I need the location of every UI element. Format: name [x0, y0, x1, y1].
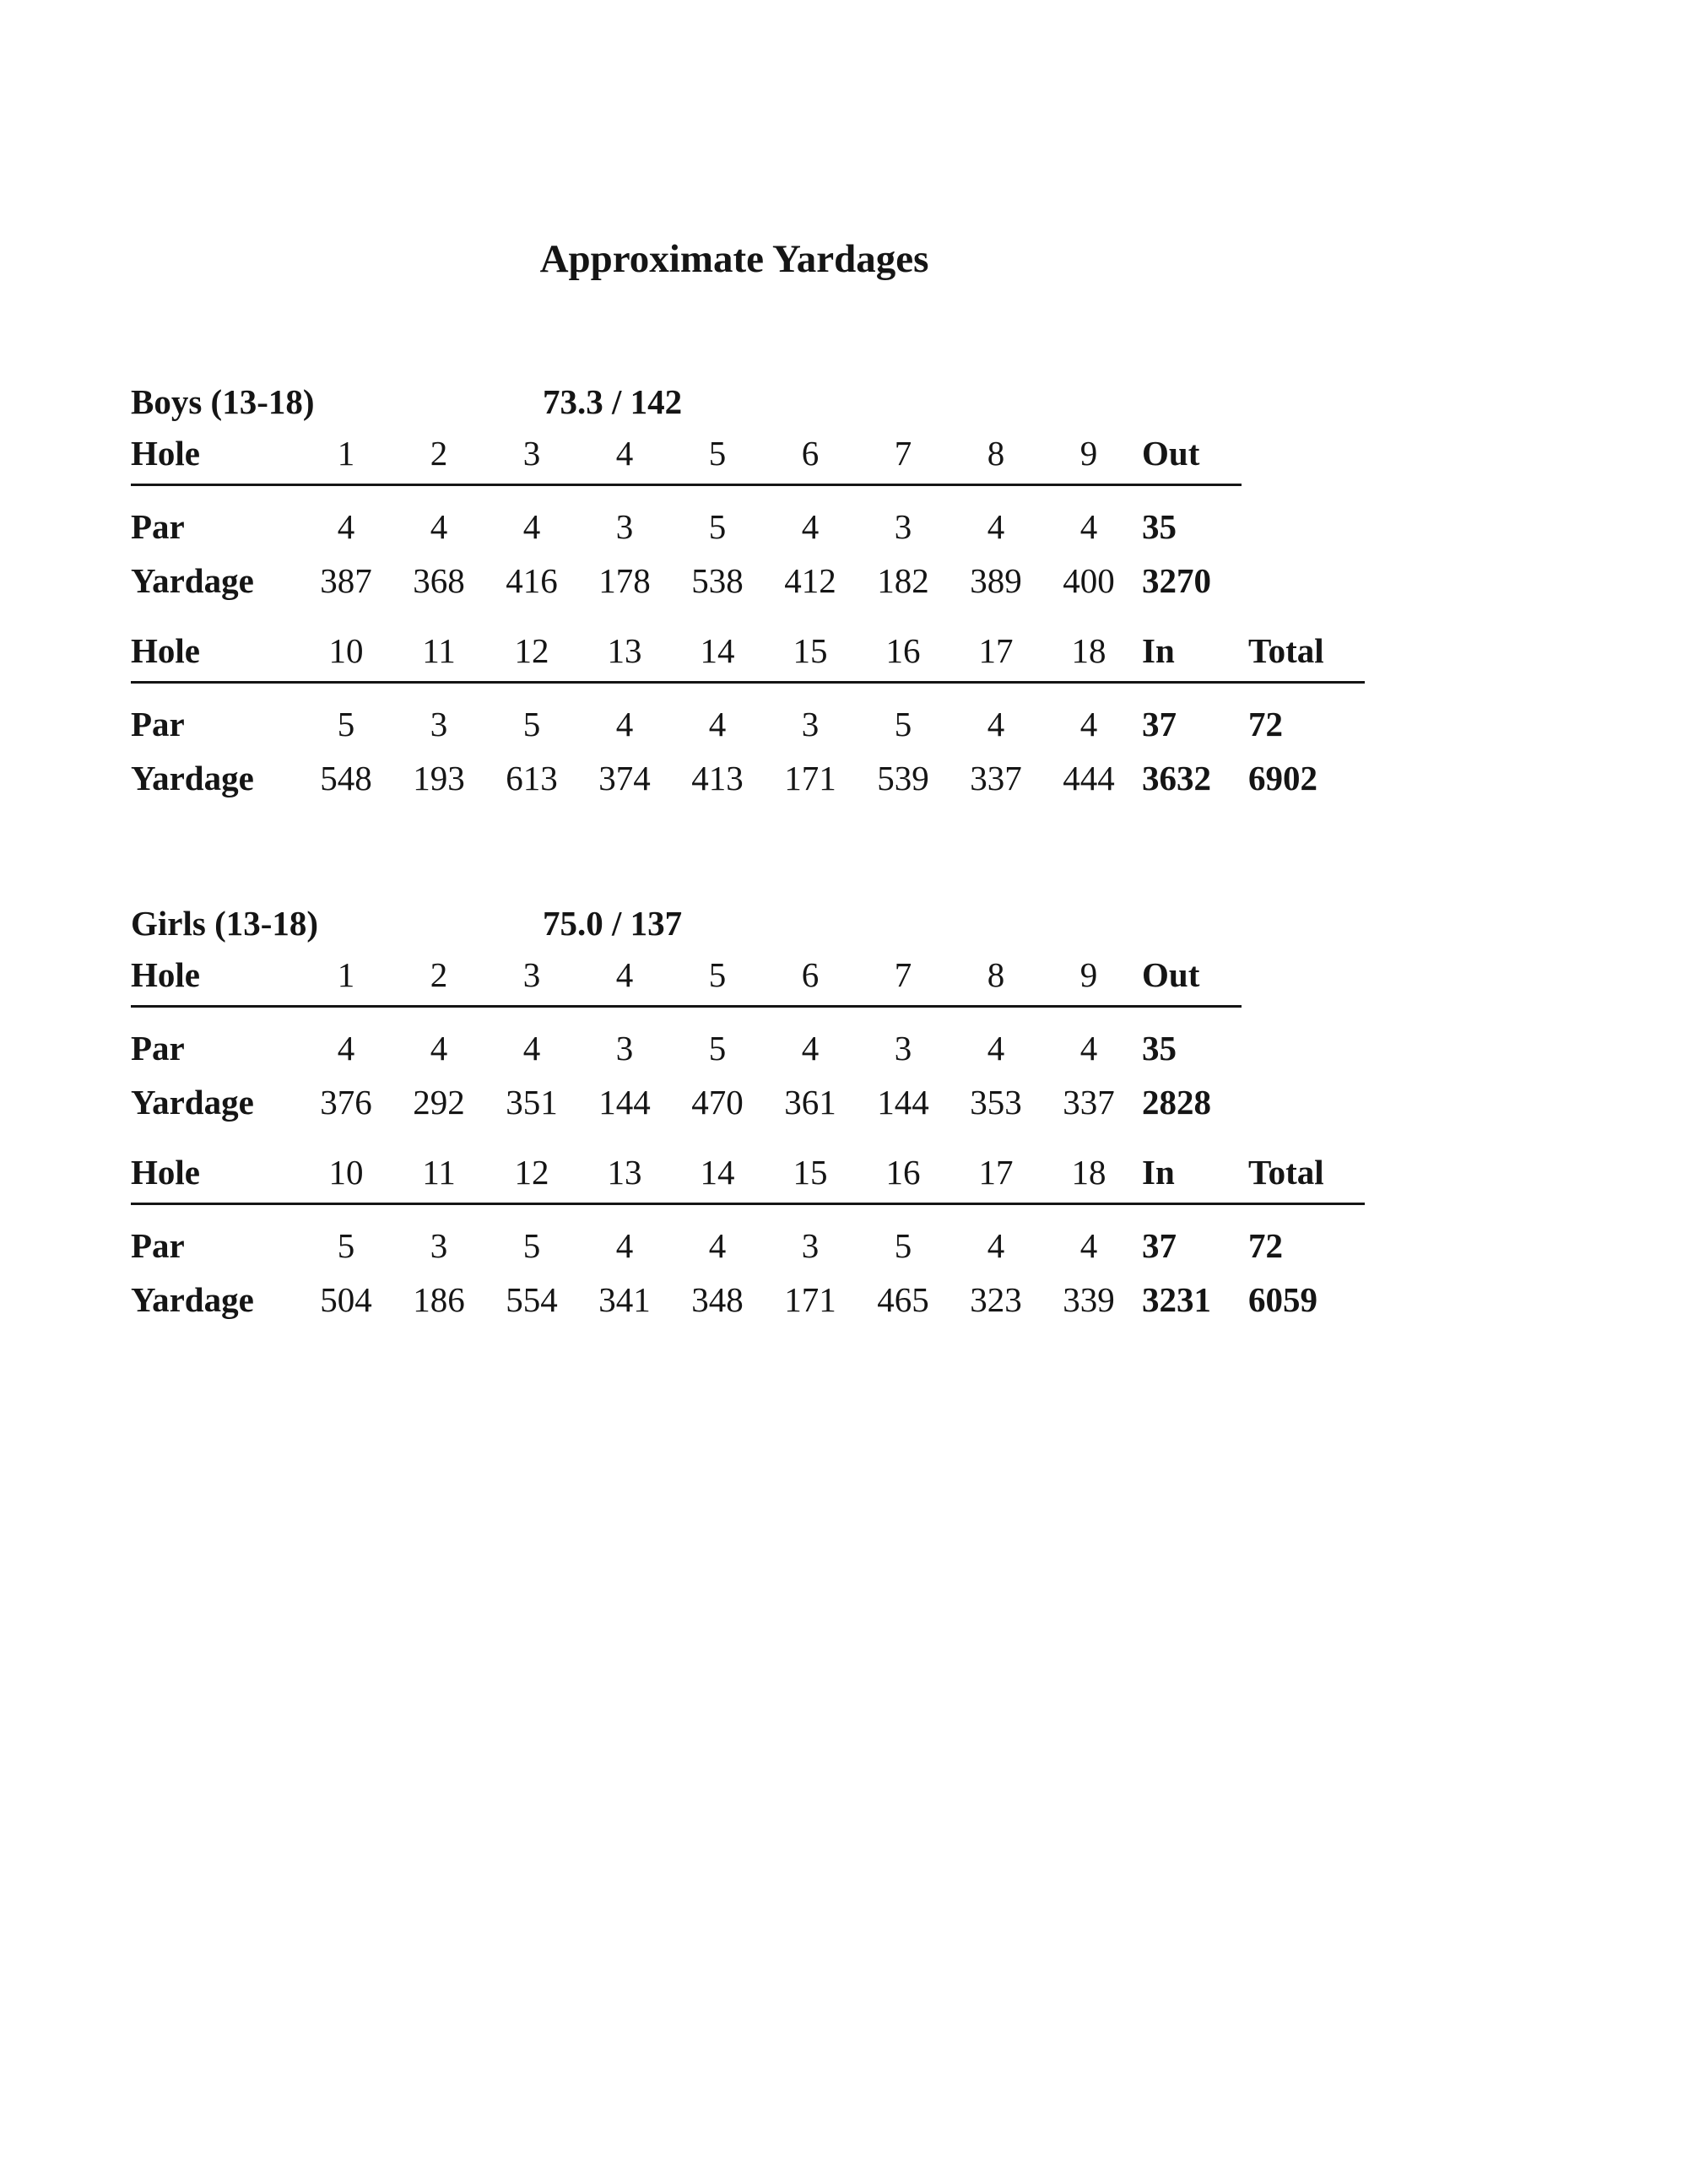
hole-number: 15 — [764, 1151, 857, 1203]
yardage-value: 323 — [970, 1280, 1022, 1319]
girls-front-nine-table — [131, 954, 1242, 1122]
par-value: 3 — [430, 705, 448, 743]
hole-number: 1 — [300, 954, 392, 1006]
par-value: 5 — [708, 507, 727, 546]
par-value: 4 — [987, 507, 1005, 546]
par-value: 4 — [1079, 1029, 1098, 1068]
hole-number: 10 — [300, 1151, 392, 1203]
yardage-in-total: 3632 — [1142, 759, 1211, 797]
par-value: 4 — [987, 705, 1005, 743]
par-value: 4 — [430, 1029, 448, 1068]
hole-number: 18 — [1042, 630, 1135, 682]
page-title: Approximate Yardages — [539, 237, 929, 281]
section-girls-header — [131, 903, 1688, 943]
hole-number: 4 — [578, 432, 671, 484]
par-value: 4 — [522, 1029, 541, 1068]
par-value: 3 — [430, 1226, 448, 1265]
hole-header-row — [131, 432, 1242, 484]
par-value: 4 — [1079, 507, 1098, 546]
par-value: 5 — [522, 705, 541, 743]
par-value: 4 — [987, 1226, 1005, 1265]
hole-header-row — [131, 630, 1365, 682]
par-value: 4 — [430, 507, 448, 546]
yardage-value: 171 — [784, 1280, 836, 1319]
yardage-value: 413 — [691, 759, 744, 797]
hole-number: 6 — [764, 954, 857, 1006]
hole-number: 9 — [1042, 432, 1135, 484]
yardage-value: 182 — [877, 561, 929, 600]
yardage-row — [131, 1068, 1242, 1122]
yardage-value: 339 — [1063, 1280, 1115, 1319]
par-value: 4 — [1079, 705, 1098, 743]
par-row — [131, 1006, 1242, 1068]
hole-number: 3 — [485, 432, 578, 484]
yardage-value: 400 — [1063, 561, 1115, 600]
section-boys-rating: 73.3 / 142 — [543, 382, 683, 421]
section-girls-rating: 75.0 / 137 — [543, 904, 683, 943]
yardage-value: 548 — [320, 759, 372, 797]
par-label: Par — [131, 1029, 185, 1068]
hole-number: 4 — [578, 954, 671, 1006]
hole-number: 14 — [671, 630, 764, 682]
hole-number: 17 — [950, 1151, 1042, 1203]
yardage-value: 504 — [320, 1280, 372, 1319]
par-value: 5 — [708, 1029, 727, 1068]
par-value: 4 — [987, 1029, 1005, 1068]
par-value: 3 — [894, 507, 912, 546]
par-label: Par — [131, 507, 185, 546]
yardage-in-total: 3231 — [1142, 1280, 1211, 1319]
yardage-value: 389 — [970, 561, 1022, 600]
hole-number: 2 — [392, 954, 485, 1006]
hole-number: 1 — [300, 432, 392, 484]
yardage-value: 353 — [970, 1083, 1022, 1122]
yardage-grand-total: 6059 — [1248, 1280, 1317, 1319]
par-value: 4 — [337, 1029, 355, 1068]
out-label: Out — [1135, 432, 1242, 484]
yardage-value: 613 — [506, 759, 558, 797]
in-label: In — [1135, 1151, 1242, 1203]
section-girls-name: Girls (13-18) — [131, 904, 319, 943]
hole-number: 16 — [857, 630, 950, 682]
yardage-value: 539 — [877, 759, 929, 797]
par-out-total: 35 — [1142, 1029, 1177, 1068]
hole-number: 9 — [1042, 954, 1135, 1006]
hole-number: 16 — [857, 1151, 950, 1203]
yardage-label: Yardage — [131, 561, 254, 600]
yardage-row — [131, 744, 1365, 798]
boys-front-nine-table — [131, 432, 1242, 601]
par-value: 5 — [522, 1226, 541, 1265]
hole-number: 12 — [485, 1151, 578, 1203]
yardage-out-total: 2828 — [1142, 1083, 1211, 1122]
yardage-row — [131, 547, 1242, 601]
hole-number: 13 — [578, 1151, 671, 1203]
hole-number: 7 — [857, 432, 950, 484]
yardage-value: 348 — [691, 1280, 744, 1319]
par-value: 3 — [801, 1226, 820, 1265]
par-value: 3 — [801, 705, 820, 743]
par-value: 4 — [337, 507, 355, 546]
hole-number: 3 — [485, 954, 578, 1006]
par-value: 3 — [615, 1029, 634, 1068]
yardage-label: Yardage — [131, 759, 254, 797]
yardage-value: 470 — [691, 1083, 744, 1122]
hole-label: Hole — [131, 1151, 300, 1203]
par-value: 4 — [522, 507, 541, 546]
yardage-value: 186 — [413, 1280, 465, 1319]
yardage-value: 292 — [413, 1083, 465, 1122]
par-value: 4 — [615, 1226, 634, 1265]
hole-number: 11 — [392, 630, 485, 682]
boys-back-nine-table — [131, 630, 1365, 798]
yardage-value: 538 — [691, 561, 744, 600]
par-value: 4 — [801, 1029, 820, 1068]
hole-header-row — [131, 1151, 1365, 1203]
section-boys-name: Boys (13-18) — [131, 382, 315, 421]
hole-number: 11 — [392, 1151, 485, 1203]
in-label: In — [1135, 630, 1242, 682]
par-label: Par — [131, 705, 185, 743]
section-girls — [131, 903, 1688, 1320]
hole-number: 7 — [857, 954, 950, 1006]
yardage-value: 368 — [413, 561, 465, 600]
hole-number: 6 — [764, 432, 857, 484]
par-label: Par — [131, 1226, 185, 1265]
par-value: 3 — [894, 1029, 912, 1068]
out-label: Out — [1135, 954, 1242, 1006]
hole-number: 14 — [671, 1151, 764, 1203]
yardage-value: 376 — [320, 1083, 372, 1122]
yardage-value: 351 — [506, 1083, 558, 1122]
par-value: 4 — [708, 705, 727, 743]
hole-number: 13 — [578, 630, 671, 682]
yardage-value: 337 — [970, 759, 1022, 797]
yardage-out-total: 3270 — [1142, 561, 1211, 600]
hole-number: 10 — [300, 630, 392, 682]
par-in-total: 37 — [1142, 705, 1177, 743]
par-value: 4 — [708, 1226, 727, 1265]
yardage-grand-total: 6902 — [1248, 759, 1317, 797]
hole-label: Hole — [131, 432, 300, 484]
yardage-value: 465 — [877, 1280, 929, 1319]
hole-number: 5 — [671, 954, 764, 1006]
par-row — [131, 682, 1365, 744]
yardage-value: 171 — [784, 759, 836, 797]
par-value: 4 — [1079, 1226, 1098, 1265]
hole-number: 8 — [950, 954, 1042, 1006]
par-grand-total: 72 — [1248, 705, 1283, 743]
yardage-value: 144 — [877, 1083, 929, 1122]
hole-label: Hole — [131, 630, 300, 682]
total-label: Total — [1242, 1151, 1365, 1203]
yardage-value: 341 — [598, 1280, 651, 1319]
yardage-value: 412 — [784, 561, 836, 600]
hole-header-row — [131, 954, 1242, 1006]
yardage-label: Yardage — [131, 1280, 254, 1319]
yardage-value: 193 — [413, 759, 465, 797]
par-value: 5 — [337, 705, 355, 743]
par-value: 5 — [894, 705, 912, 743]
par-grand-total: 72 — [1248, 1226, 1283, 1265]
total-label: Total — [1242, 630, 1365, 682]
yardage-value: 178 — [598, 561, 651, 600]
par-value: 5 — [337, 1226, 355, 1265]
yardage-value: 374 — [598, 759, 651, 797]
yardage-row — [131, 1266, 1365, 1320]
section-boys — [131, 381, 1688, 798]
par-out-total: 35 — [1142, 507, 1177, 546]
hole-number: 17 — [950, 630, 1042, 682]
section-boys-header — [131, 381, 1688, 422]
hole-number: 12 — [485, 630, 578, 682]
par-value: 5 — [894, 1226, 912, 1265]
hole-number: 18 — [1042, 1151, 1135, 1203]
girls-back-nine-table — [131, 1151, 1365, 1320]
hole-number: 15 — [764, 630, 857, 682]
hole-number: 5 — [671, 432, 764, 484]
par-value: 4 — [801, 507, 820, 546]
yardage-value: 444 — [1063, 759, 1115, 797]
yardage-label: Yardage — [131, 1083, 254, 1122]
hole-number: 2 — [392, 432, 485, 484]
par-in-total: 37 — [1142, 1226, 1177, 1265]
yardage-value: 554 — [506, 1280, 558, 1319]
hole-number: 8 — [950, 432, 1042, 484]
yardage-value: 387 — [320, 561, 372, 600]
yardage-value: 416 — [506, 561, 558, 600]
hole-label: Hole — [131, 954, 300, 1006]
yardage-value: 337 — [1063, 1083, 1115, 1122]
par-value: 3 — [615, 507, 634, 546]
yardage-value: 144 — [598, 1083, 651, 1122]
yardage-value: 361 — [784, 1083, 836, 1122]
par-row — [131, 484, 1242, 547]
par-value: 4 — [615, 705, 634, 743]
par-row — [131, 1203, 1365, 1266]
